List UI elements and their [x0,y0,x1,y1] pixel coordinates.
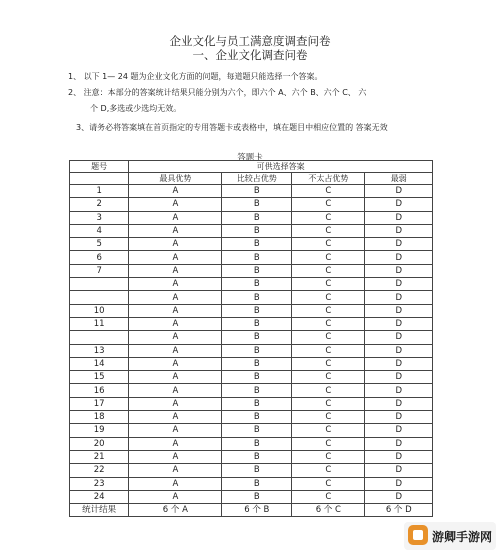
option-d-cell: D [365,317,433,330]
option-a-cell: A [129,251,222,264]
table-row [70,251,433,264]
option-c-cell: C [292,304,365,317]
option-b-cell: B [222,331,292,344]
watermark-badge [404,522,496,550]
instruction-2: 2、 注意：本部分的答案统计结果只能分别为六个，即六个 A、六个 B、六个 C、 六 [68,88,367,97]
option-b-cell: B [222,211,292,224]
table-row [70,464,433,477]
table-row [70,224,433,237]
option-b-cell: B [222,411,292,424]
option-a-cell: A [129,317,222,330]
option-b-cell: B [222,238,292,251]
question-number-cell: 21 [70,450,129,463]
question-number-cell: 14 [70,357,129,370]
option-c-cell: C [292,224,365,237]
option-b-cell: B [222,397,292,410]
stats-value: 6 个 B [222,504,292,517]
option-a-cell: A [129,224,222,237]
option-b-cell: B [222,477,292,490]
option-d-cell: D [365,450,433,463]
question-number-cell: 16 [70,384,129,397]
table-row [70,185,433,198]
document-title: 企业文化与员工满意度调查问卷 [169,34,331,48]
table-row [70,397,433,410]
option-b-cell: B [222,304,292,317]
instruction-1: 1、 以下 1— 24 题为企业文化方面的问题，每道题只能选择一个答案。 [68,72,323,81]
option-a-cell: A [129,477,222,490]
instruction-2-continued: 个 D,多选或少选均无效。 [90,104,182,113]
question-number-cell: 24 [70,490,129,503]
option-d-cell: D [365,344,433,357]
option-a-cell: A [129,490,222,503]
option-c-cell: C [292,317,365,330]
question-number-cell: 2 [70,198,129,211]
answer-card-title: 答题卡 [237,153,263,163]
option-c-cell: C [292,357,365,370]
question-number-cell: 20 [70,437,129,450]
table-row [70,437,433,450]
question-number-cell: 11 [70,317,129,330]
option-b-cell: B [222,251,292,264]
table-row [70,384,433,397]
table-row [70,477,433,490]
question-number-cell: 6 [70,251,129,264]
option-c-cell: C [292,251,365,264]
stats-value: 6 个 D [365,504,433,517]
option-a-cell: A [129,291,222,304]
option-c-cell: C [292,464,365,477]
option-d-cell: D [365,224,433,237]
option-c-cell: C [292,344,365,357]
option-header-b: 比较占优势 [222,173,292,185]
answer-card-table [69,160,433,517]
question-number-cell: 23 [70,477,129,490]
option-b-cell: B [222,278,292,291]
table-row [70,411,433,424]
option-a-cell: A [129,450,222,463]
table-row [70,291,433,304]
question-number-cell [70,331,129,344]
option-a-cell: A [129,185,222,198]
question-number-cell: 22 [70,464,129,477]
option-d-cell: D [365,371,433,384]
table-row [70,198,433,211]
table-row [70,211,433,224]
option-b-cell: B [222,317,292,330]
option-d-cell: D [365,264,433,277]
question-number-cell [70,291,129,304]
option-b-cell: B [222,357,292,370]
option-c-cell: C [292,384,365,397]
option-c-cell: C [292,264,365,277]
option-header-a: 最具优势 [129,173,222,185]
option-c-cell: C [292,185,365,198]
table-row [70,278,433,291]
instruction-3: 3、请务必将答案填在首页指定的专用答题卡或表格中，填在题目中相应位置的 答案无效 [76,123,388,132]
option-c-cell: C [292,211,365,224]
option-a-cell: A [129,424,222,437]
question-number-cell: 18 [70,411,129,424]
option-d-cell: D [365,477,433,490]
table-row [70,424,433,437]
question-number-cell: 10 [70,304,129,317]
table-row [70,238,433,251]
option-b-cell: B [222,264,292,277]
table-row [70,304,433,317]
option-c-cell: C [292,238,365,251]
stats-value: 6 个 A [129,504,222,517]
option-c-cell: C [292,490,365,503]
option-header-d: 最弱 [365,173,433,185]
option-d-cell: D [365,291,433,304]
option-d-cell: D [365,424,433,437]
question-number-cell: 13 [70,344,129,357]
option-a-cell: A [129,331,222,344]
table-row [70,264,433,277]
option-header-c: 不太占优势 [292,173,365,185]
option-c-cell: C [292,291,365,304]
option-b-cell: B [222,371,292,384]
option-b-cell: B [222,291,292,304]
option-a-cell: A [129,371,222,384]
option-a-cell: A [129,397,222,410]
option-c-cell: C [292,477,365,490]
option-b-cell: B [222,450,292,463]
option-a-cell: A [129,464,222,477]
table-row [70,331,433,344]
stats-row [70,504,433,517]
option-c-cell: C [292,371,365,384]
option-b-cell: B [222,185,292,198]
option-a-cell: A [129,384,222,397]
option-d-cell: D [365,357,433,370]
option-d-cell: D [365,437,433,450]
option-b-cell: B [222,344,292,357]
option-d-cell: D [365,331,433,344]
option-d-cell: D [365,198,433,211]
question-number-cell: 1 [70,185,129,198]
question-number-cell: 7 [70,264,129,277]
option-b-cell: B [222,424,292,437]
option-a-cell: A [129,344,222,357]
option-b-cell: B [222,384,292,397]
option-b-cell: B [222,464,292,477]
question-number-cell [70,278,129,291]
option-d-cell: D [365,384,433,397]
option-a-cell: A [129,278,222,291]
option-c-cell: C [292,278,365,291]
app-logo-icon [408,525,428,545]
table-row [70,371,433,384]
question-number-cell: 15 [70,371,129,384]
option-c-cell: C [292,450,365,463]
table-row [70,450,433,463]
option-a-cell: A [129,437,222,450]
section-title: 一、企业文化调查问卷 [192,48,308,62]
option-c-cell: C [292,424,365,437]
question-number-cell: 3 [70,211,129,224]
option-a-cell: A [129,304,222,317]
question-number-cell: 4 [70,224,129,237]
option-d-cell: D [365,411,433,424]
option-d-cell: D [365,397,433,410]
option-d-cell: D [365,211,433,224]
options-group-header: 可供选择答案 [129,161,433,173]
option-b-cell: B [222,490,292,503]
option-d-cell: D [365,490,433,503]
option-c-cell: C [292,411,365,424]
table-row [70,357,433,370]
option-a-cell: A [129,264,222,277]
option-b-cell: B [222,224,292,237]
option-d-cell: D [365,464,433,477]
option-d-cell: D [365,278,433,291]
question-number-cell: 19 [70,424,129,437]
option-b-cell: B [222,437,292,450]
question-number-cell: 5 [70,238,129,251]
question-number-cell: 17 [70,397,129,410]
option-d-cell: D [365,238,433,251]
option-a-cell: A [129,211,222,224]
option-a-cell: A [129,411,222,424]
option-a-cell: A [129,238,222,251]
table-row [70,344,433,357]
option-d-cell: D [365,185,433,198]
option-c-cell: C [292,437,365,450]
option-c-cell: C [292,331,365,344]
option-d-cell: D [365,304,433,317]
option-d-cell: D [365,251,433,264]
watermark-text: 游卿手游网 [432,530,493,544]
table-row [70,490,433,503]
option-a-cell: A [129,198,222,211]
stats-label: 统计结果 [70,504,129,517]
option-c-cell: C [292,198,365,211]
question-number-header: 题号 [70,161,129,173]
option-a-cell: A [129,357,222,370]
table-row [70,317,433,330]
stats-value: 6 个 C [292,504,365,517]
option-b-cell: B [222,198,292,211]
option-c-cell: C [292,397,365,410]
empty-header-cell [70,173,129,185]
